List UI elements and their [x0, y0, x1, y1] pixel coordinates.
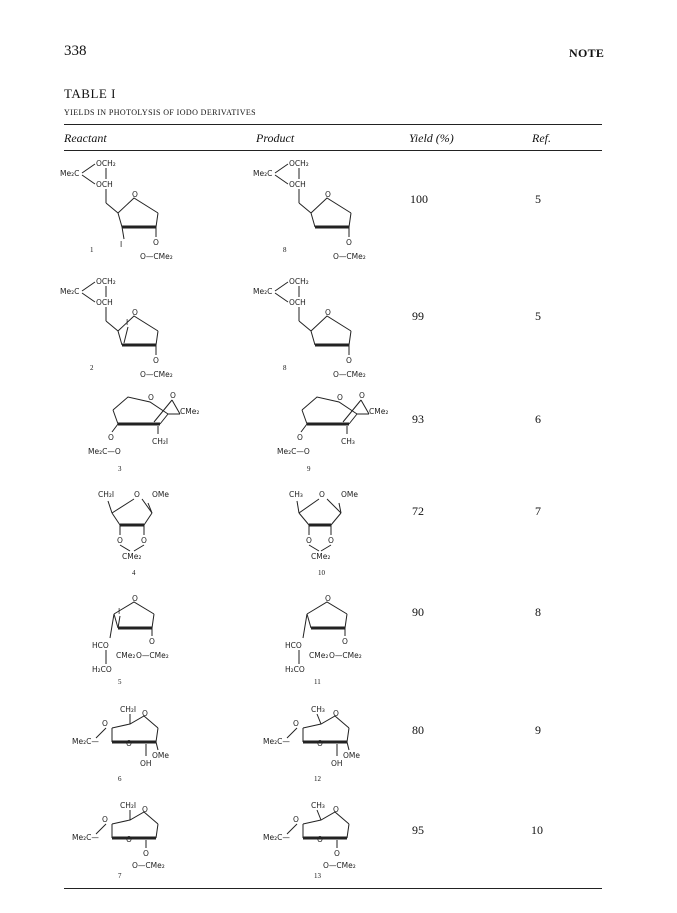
svg-text:O: O — [153, 356, 159, 365]
svg-text:Me₂C—: Me₂C— — [263, 833, 290, 842]
table-top-rule — [64, 124, 602, 125]
compound-number: 4 — [132, 569, 136, 577]
svg-text:O—CMe₂: O—CMe₂ — [333, 252, 366, 261]
svg-text:CH₂I: CH₂I — [120, 705, 137, 714]
svg-text:O: O — [333, 805, 339, 814]
svg-text:O: O — [149, 637, 155, 646]
yield-cell: 95 — [412, 823, 424, 837]
svg-text:O—CMe₂: O—CMe₂ — [140, 252, 173, 261]
svg-text:O—CMe₂: O—CMe₂ — [136, 651, 169, 660]
structure-product-10 — [289, 485, 389, 575]
svg-text:O—CMe₂: O—CMe₂ — [132, 861, 165, 870]
compound-number: 13 — [314, 872, 321, 880]
structure-reactant-7 — [72, 798, 212, 888]
svg-text:OCH: OCH — [289, 180, 306, 189]
svg-text:OCH: OCH — [96, 298, 113, 307]
svg-text:O: O — [342, 637, 348, 646]
svg-text:HCO: HCO — [92, 641, 109, 650]
compound-number: 8 — [283, 246, 287, 254]
svg-text:I: I — [118, 607, 121, 616]
svg-text:O: O — [132, 190, 138, 199]
svg-text:O: O — [142, 709, 148, 718]
table-header-rule — [64, 150, 602, 151]
svg-text:O—CMe₂: O—CMe₂ — [140, 370, 173, 379]
svg-text:O: O — [297, 433, 303, 442]
svg-text:CH₃: CH₃ — [311, 801, 325, 810]
compound-number: 5 — [118, 678, 122, 686]
svg-text:OH: OH — [331, 759, 343, 768]
svg-text:O: O — [102, 815, 108, 824]
svg-text:O: O — [325, 594, 331, 603]
compound-number: 3 — [118, 465, 122, 473]
structure-product-11 — [285, 592, 425, 692]
ref-cell: 6 — [535, 412, 541, 426]
svg-text:CMe₂: CMe₂ — [180, 407, 200, 416]
svg-text:Me₂C: Me₂C — [60, 287, 80, 296]
svg-text:O: O — [328, 536, 334, 545]
svg-text:Me₂C—: Me₂C— — [263, 737, 290, 746]
svg-text:O: O — [117, 536, 123, 545]
structure-reactant-2 — [60, 273, 200, 383]
svg-text:OCH₂: OCH₂ — [289, 277, 309, 286]
svg-text:CH₂I: CH₂I — [98, 490, 115, 499]
header-reactant: Reactant — [64, 131, 107, 145]
ref-cell: 9 — [535, 723, 541, 737]
svg-text:OCH₂: OCH₂ — [289, 159, 309, 168]
compound-number: 12 — [314, 775, 321, 783]
svg-text:O: O — [325, 190, 331, 199]
header-yield: Yield (%) — [409, 131, 454, 145]
svg-text:CH₃: CH₃ — [341, 437, 355, 446]
svg-text:Me₂C—O: Me₂C—O — [277, 447, 310, 456]
svg-text:O: O — [319, 490, 325, 499]
svg-text:O: O — [132, 308, 138, 317]
compound-number: 6 — [118, 775, 122, 783]
structure-reactant-6 — [72, 702, 212, 792]
svg-text:O: O — [337, 393, 343, 402]
svg-text:OMe: OMe — [343, 751, 360, 760]
ref-cell: 5 — [535, 192, 541, 206]
header-product: Product — [256, 131, 295, 145]
svg-text:O: O — [153, 238, 159, 247]
ref-cell: 8 — [535, 605, 541, 619]
svg-text:I: I — [126, 318, 129, 327]
svg-text:CH₃: CH₃ — [289, 490, 303, 499]
svg-text:O: O — [293, 815, 299, 824]
structure-reactant-4 — [98, 485, 198, 575]
structure-product-12 — [263, 702, 403, 792]
svg-text:H₂CO: H₂CO — [285, 665, 305, 674]
structure-product-13 — [263, 798, 403, 888]
svg-text:OCH: OCH — [289, 298, 306, 307]
svg-text:O: O — [333, 709, 339, 718]
svg-text:H₂CO: H₂CO — [92, 665, 112, 674]
svg-text:O: O — [293, 719, 299, 728]
svg-text:O: O — [108, 433, 114, 442]
svg-text:O: O — [126, 835, 132, 844]
svg-text:CH₂I: CH₂I — [120, 801, 137, 810]
svg-text:I: I — [120, 240, 123, 249]
ref-cell: 10 — [531, 823, 543, 837]
compound-number: 7 — [118, 872, 122, 880]
svg-text:CMe₂: CMe₂ — [116, 651, 136, 660]
svg-text:OMe: OMe — [341, 490, 358, 499]
svg-text:O: O — [170, 391, 176, 400]
compound-number: 2 — [90, 364, 94, 372]
yield-cell: 93 — [412, 412, 424, 426]
svg-text:O—CMe₂: O—CMe₂ — [323, 861, 356, 870]
svg-text:O—CMe₂: O—CMe₂ — [329, 651, 362, 660]
svg-text:O: O — [142, 805, 148, 814]
compound-number: 10 — [318, 569, 325, 577]
svg-text:OCH₂: OCH₂ — [96, 277, 116, 286]
svg-text:O: O — [148, 393, 154, 402]
svg-text:O: O — [132, 594, 138, 603]
structure-product-8 — [253, 155, 393, 265]
yield-cell: 80 — [412, 723, 424, 737]
svg-text:OMe: OMe — [152, 490, 169, 499]
compound-number: 11 — [314, 678, 321, 686]
svg-text:O: O — [317, 835, 323, 844]
svg-text:O: O — [359, 391, 365, 400]
table-title: TABLE I — [64, 86, 116, 101]
svg-text:O: O — [346, 356, 352, 365]
yield-cell: 72 — [412, 504, 424, 518]
svg-text:O: O — [143, 849, 149, 858]
svg-text:O: O — [346, 238, 352, 247]
svg-text:OMe: OMe — [152, 751, 169, 760]
svg-text:O—CMe₂: O—CMe₂ — [333, 370, 366, 379]
svg-text:HCO: HCO — [285, 641, 302, 650]
yield-cell: 99 — [412, 309, 424, 323]
svg-text:Me₂C—: Me₂C— — [72, 833, 99, 842]
svg-text:O: O — [317, 739, 323, 748]
svg-text:O: O — [126, 739, 132, 748]
svg-text:CH₂I: CH₂I — [152, 437, 169, 446]
svg-text:CMe₂: CMe₂ — [122, 552, 142, 561]
svg-text:O: O — [141, 536, 147, 545]
svg-text:CMe₂: CMe₂ — [309, 651, 329, 660]
structure-reactant-5 — [92, 592, 232, 692]
structure-product-8 — [253, 273, 393, 383]
svg-text:O: O — [325, 308, 331, 317]
svg-text:Me₂C: Me₂C — [253, 169, 273, 178]
yield-cell: 100 — [410, 192, 428, 206]
structure-product-9 — [277, 388, 417, 468]
table-caption: YIELDS IN PHOTOLYSIS OF IODO DERIVATIVES — [64, 108, 257, 117]
compound-number: 1 — [90, 246, 94, 254]
svg-text:OH: OH — [140, 759, 152, 768]
svg-text:CH₃: CH₃ — [311, 705, 325, 714]
svg-text:CMe₂: CMe₂ — [369, 407, 389, 416]
ref-cell: 7 — [535, 504, 541, 518]
svg-text:Me₂C: Me₂C — [253, 287, 273, 296]
svg-text:O: O — [334, 849, 340, 858]
page-number: 338 — [64, 43, 87, 59]
svg-text:CMe₂: CMe₂ — [311, 552, 331, 561]
svg-text:O: O — [102, 719, 108, 728]
ref-cell: 5 — [535, 309, 541, 323]
compound-number: 8 — [283, 364, 287, 372]
section-label: NOTE — [569, 46, 605, 60]
svg-text:Me₂C—: Me₂C— — [72, 737, 99, 746]
svg-text:Me₂C—O: Me₂C—O — [88, 447, 121, 456]
svg-text:OCH: OCH — [96, 180, 113, 189]
svg-text:O: O — [134, 490, 140, 499]
structure-reactant-3 — [88, 388, 228, 468]
svg-text:OCH₂: OCH₂ — [96, 159, 116, 168]
header-ref: Ref. — [532, 131, 551, 145]
yield-cell: 90 — [412, 605, 424, 619]
compound-number: 9 — [307, 465, 311, 473]
structure-reactant-1 — [60, 155, 200, 265]
table-bottom-rule — [64, 888, 602, 889]
svg-text:Me₂C: Me₂C — [60, 169, 80, 178]
svg-text:O: O — [306, 536, 312, 545]
